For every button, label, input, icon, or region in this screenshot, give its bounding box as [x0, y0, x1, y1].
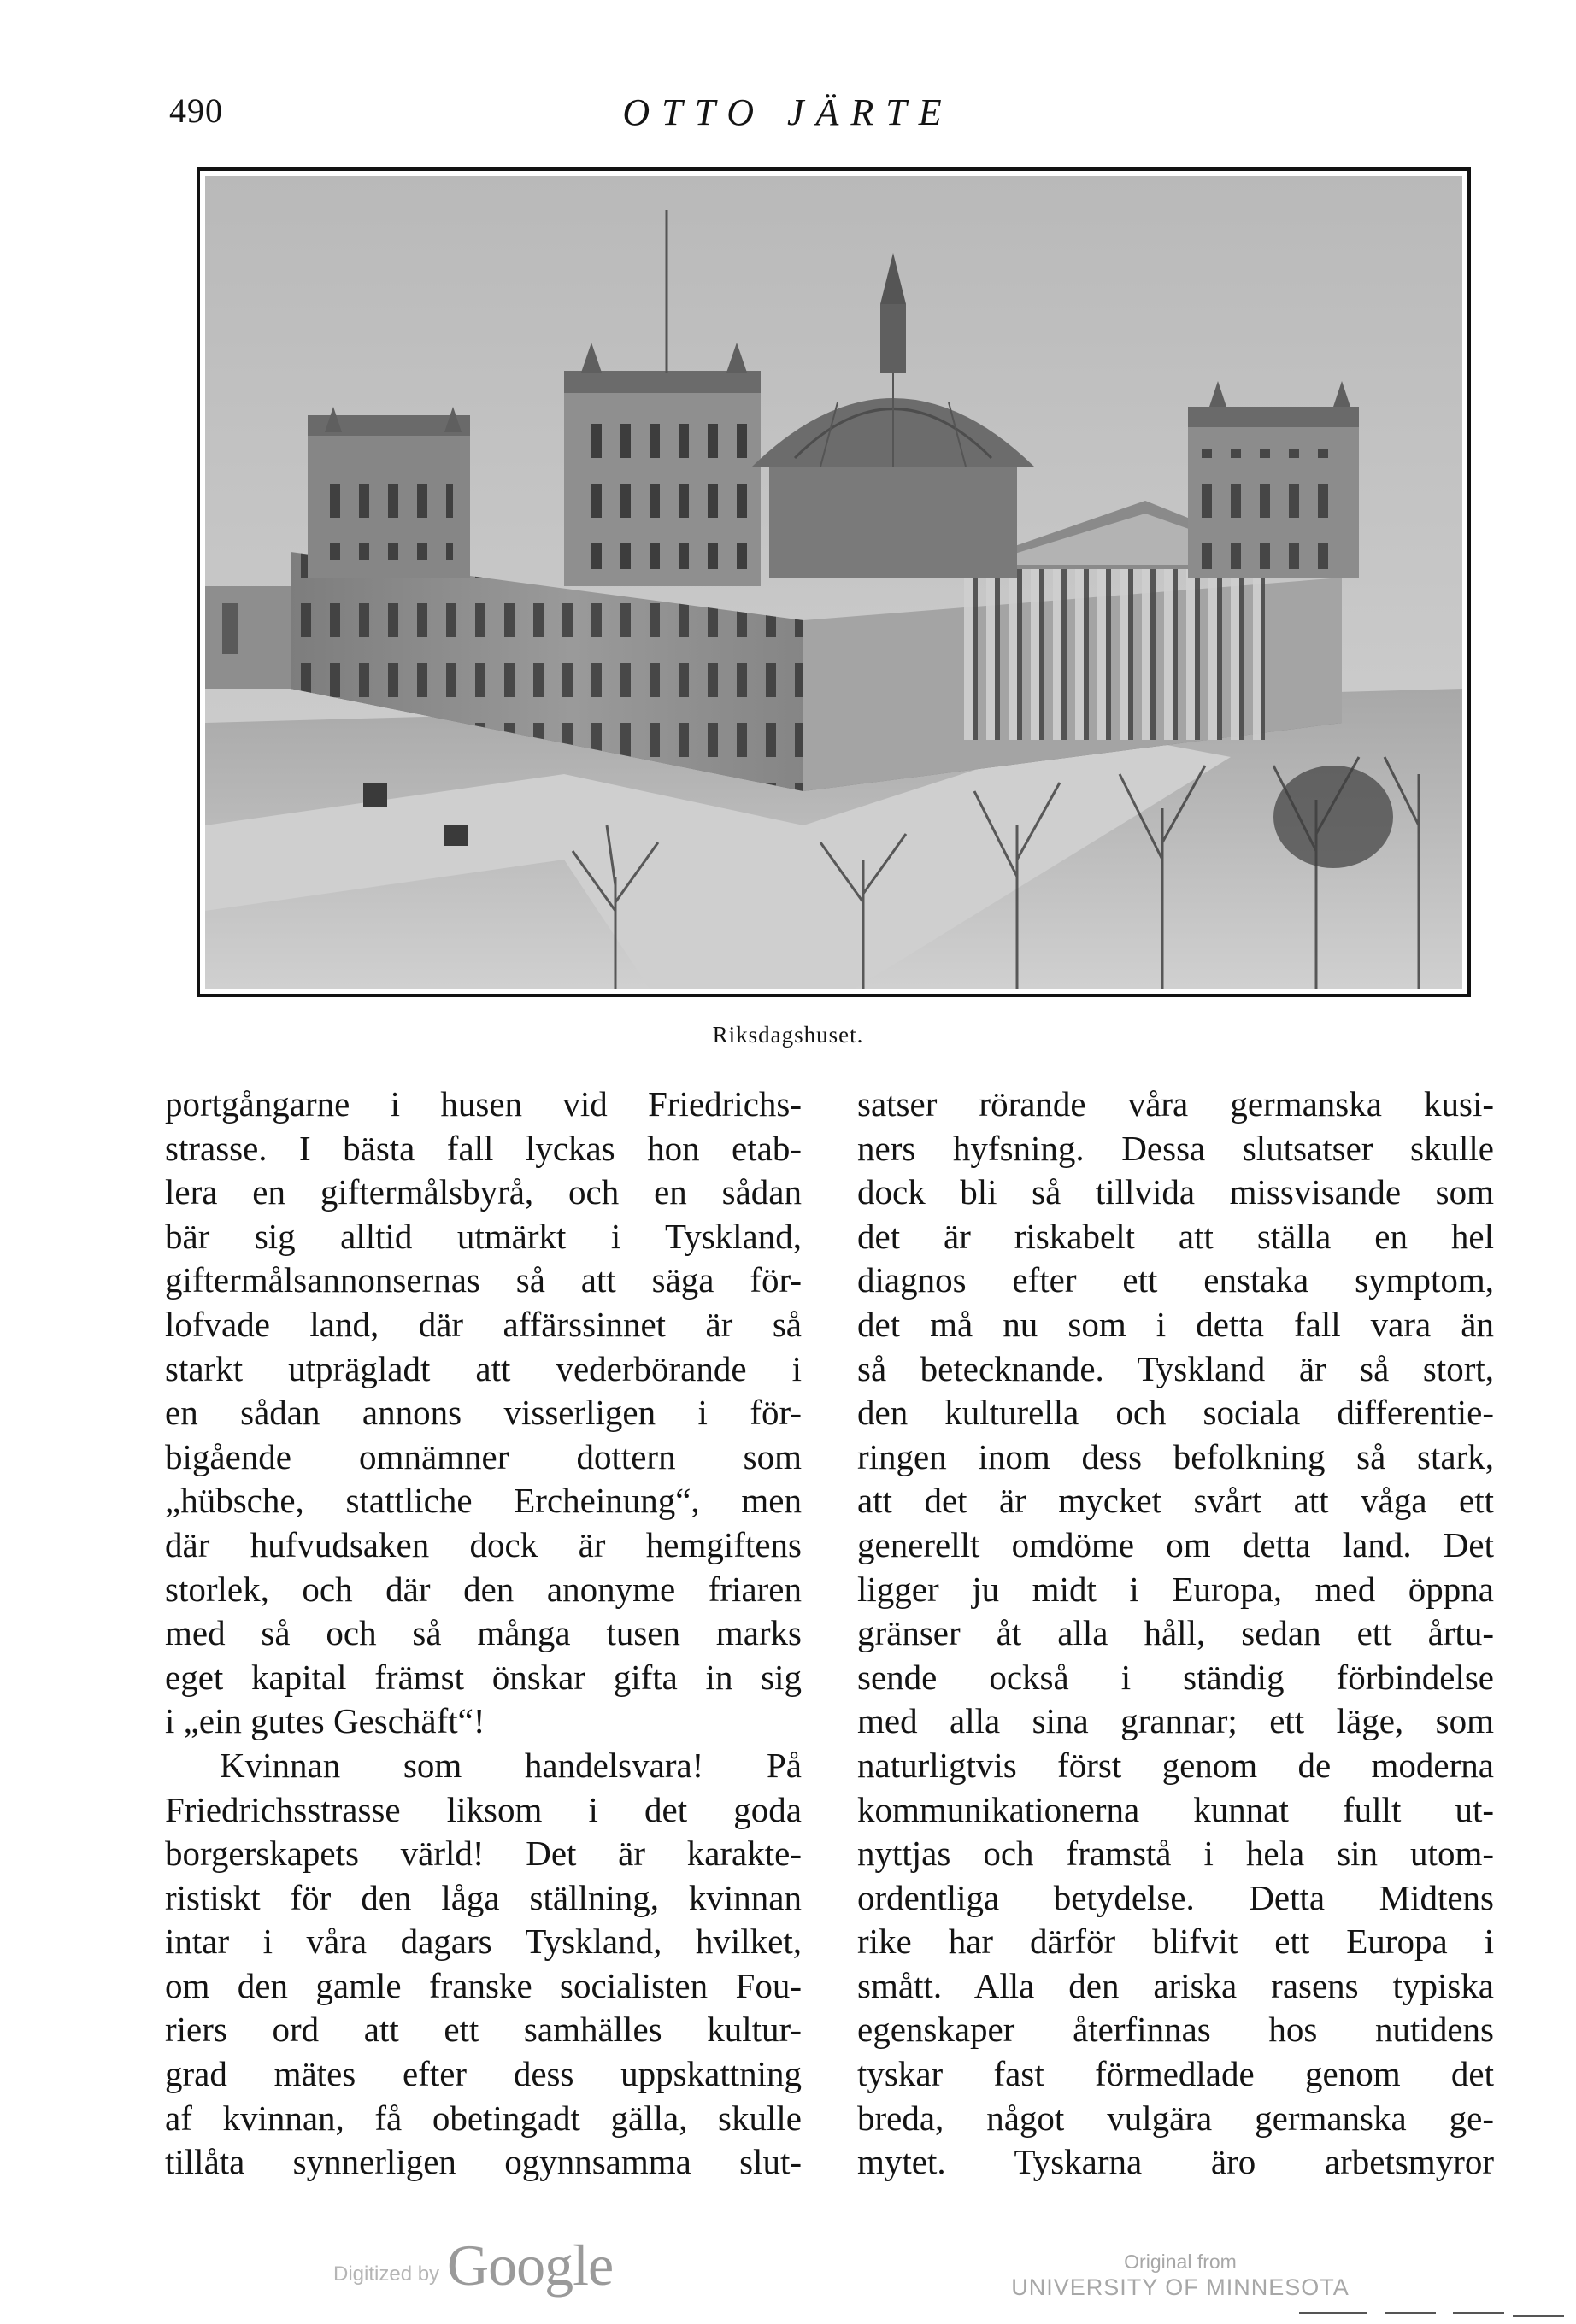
text-line: rike har därför blifvit ett Europa i [857, 1922, 1494, 1962]
text-line: kommunikationerna kunnat fullt ut- [857, 1789, 1494, 1829]
text-line: lofvade land, där affärssinnet är så [165, 1304, 802, 1344]
text-column-left [165, 1083, 802, 2185]
text-line: satser rörande våra germanska kusi- [857, 1084, 1494, 1124]
text-line: egenskaper återfinnas hos nutidens [857, 2010, 1494, 2050]
original-from-label: Original from [1124, 2251, 1237, 2273]
text-line: bär sig alltid utmärkt i Tyskland, [165, 1216, 802, 1256]
text-line: att det är mycket svårt att våga ett [857, 1481, 1494, 1521]
text-line: den kulturella och sociala differentie- [857, 1393, 1494, 1433]
text-line: om den gamle franske socialisten Fou- [165, 1965, 802, 2005]
figure-photograph [197, 167, 1471, 997]
footer-rule [1299, 2312, 1367, 2314]
text-line: ners hyfsning. Dessa slutsatser skulle [857, 1128, 1494, 1168]
page-number: 490 [169, 91, 223, 130]
reichstag-photo [205, 176, 1462, 989]
text-line: så betecknande. Tyskland är så stort, [857, 1348, 1494, 1388]
text-line: af kvinnan, få obetingadt gälla, skulle [165, 2098, 802, 2138]
text-line: ordentliga betydelse. Detta Midtens [857, 1877, 1494, 1917]
text-line: intar i våra dagars Tyskland, hvilket, [165, 1922, 802, 1962]
text-line: en sådan annons visserligen i för- [165, 1393, 802, 1433]
text-line: smått. Alla den ariska rasens typiska [857, 1965, 1494, 2005]
text-line: i „ein gutes Geschäft“! [165, 1701, 485, 1741]
text-line: grad mätes efter dess uppskattning [165, 2054, 802, 2094]
text-line: generellt omdöme om detta land. Det [857, 1524, 1494, 1564]
text-line: nyttjas och framstå i hela sin utom- [857, 1834, 1494, 1874]
digitized-by-label: Digitized by [333, 2262, 440, 2286]
text-line: med alla sina grannar; ett läge, som [857, 1701, 1494, 1741]
text-line: naturligtvis först genom de moderna [857, 1745, 1494, 1785]
text-line: giftermålsannonsernas så att säga för- [165, 1260, 802, 1300]
text-line: bigående omnämner dottern som [165, 1436, 802, 1476]
text-line: ringen inom dess befolkning så stark, [857, 1436, 1494, 1476]
footer-rule [1513, 2315, 1564, 2317]
text-line: Kvinnan som handelsvara! På [220, 1745, 802, 1785]
text-line: det må nu som i detta fall vara än [857, 1304, 1494, 1344]
text-line: riers ord att ett samhälles kultur- [165, 2010, 802, 2050]
text-line: diagnos efter ett enstaka symptom, [857, 1260, 1494, 1300]
original-source-notice [958, 2250, 1403, 2301]
text-line: eget kapital främst önskar gifta in sig [165, 1657, 802, 1697]
text-line: Friedrichsstrasse liksom i det goda [165, 1789, 802, 1829]
running-head: OTTO JÄRTE [622, 91, 954, 133]
text-line: storlek, och där den anonyme friaren [165, 1569, 802, 1609]
text-line: breda, något vulgära germanska ge- [857, 2098, 1494, 2138]
text-line: ligger ju midt i Europa, med öppna [857, 1569, 1494, 1609]
text-column-right [857, 1083, 1494, 2185]
text-line: tillåta synnerligen ogynnsamma slut- [165, 2142, 802, 2182]
text-line: portgångarne i husen vid Friedrichs- [165, 1084, 802, 1124]
text-line: där hufvudsaken dock är hemgiftens [165, 1524, 802, 1564]
text-line: lera en giftermålsbyrå, och en sådan [165, 1172, 802, 1212]
text-line: dock bli så tillvida missvisande som [857, 1172, 1494, 1212]
text-line: gränser åt alla håll, sedan ett årtu- [857, 1613, 1494, 1653]
text-line: „hübsche, stattliche Ercheinung“, men [165, 1481, 802, 1521]
text-line: strasse. I bästa fall lyckas hon etab- [165, 1128, 802, 1168]
footer-rule [1453, 2312, 1504, 2314]
google-logo: Google [447, 2233, 614, 2298]
figure-caption: Riksdagshuset. [712, 1022, 864, 1048]
text-line: ristiskt för den låga ställning, kvinnan [165, 1877, 802, 1917]
text-line: mytet. Tyskarna äro arbetsmyror [857, 2142, 1494, 2182]
institution-name: UNIVERSITY OF MINNESOTA [1011, 2274, 1350, 2300]
text-line: tyskar fast förmedlade genom det [857, 2054, 1494, 2094]
text-line: sende också i ständig förbindelse [857, 1657, 1494, 1697]
text-line: borgerskapets värld! Det är karakte- [165, 1834, 802, 1874]
text-line: med så och så många tusen marks [165, 1613, 802, 1653]
footer-rule [1385, 2312, 1436, 2314]
text-line: starkt utprägladt att vederbörande i [165, 1348, 802, 1388]
text-line: det är riskabelt att ställa en hel [857, 1216, 1494, 1256]
